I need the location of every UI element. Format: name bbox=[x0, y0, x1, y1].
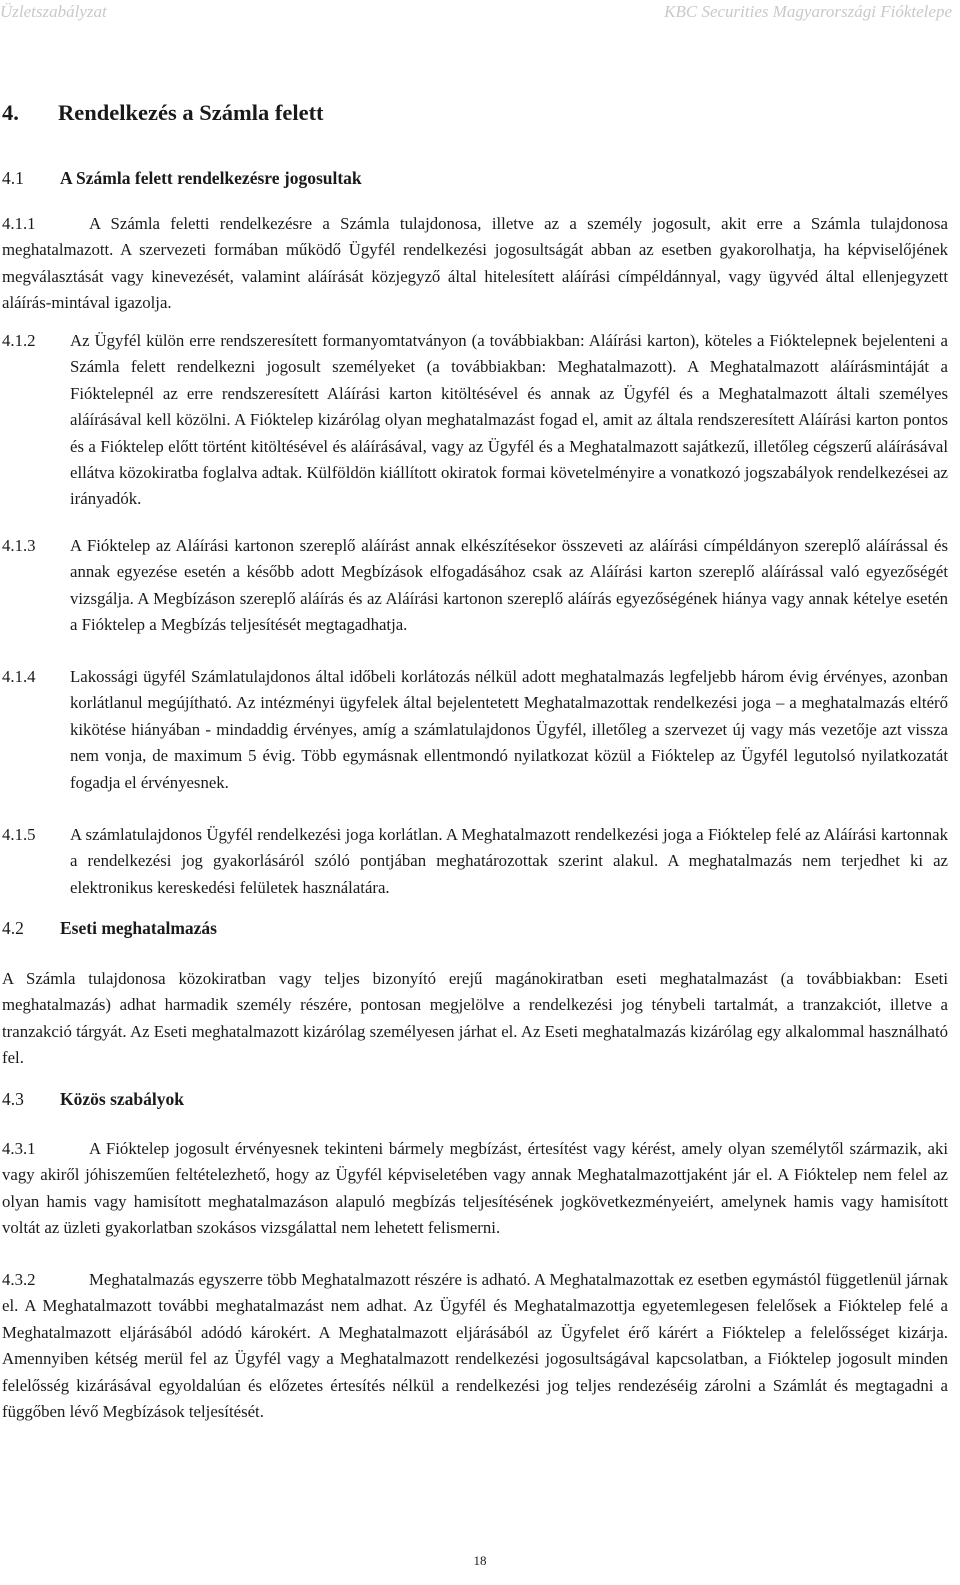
paragraph-4-1-2 bbox=[2, 328, 948, 513]
header-company-name: KBC Securities Magyarországi Fióktelepe bbox=[664, 2, 952, 21]
paragraph-number: 4.1.3 bbox=[2, 536, 36, 555]
section-title: Közös szabályok bbox=[60, 1089, 184, 1109]
paragraph-text: A Számla tulajdonosa közokiratban vagy teljes bizonyító erejű magánokiratban eseti meghatalmazást (a továbbiakban: Eseti meghatalmazás) adhat harmadik személy részére, pontosan megjelölve a rendelkezési jog ténybeli tartalmát, a tranzakciót, illetve a tranzakció tárgyát. Az Eseti meghatalmazott kizárólag személyesen járhat el. Az Eseti meghatalmazás kizárólag egy alkalommal használható fel. bbox=[2, 969, 948, 1068]
paragraph-4-1-3 bbox=[2, 533, 948, 639]
paragraph-4-1-5 bbox=[2, 822, 948, 901]
paragraph-text: A Fióktelep jogosult érvényesnek tekinteni bármely megbízást, értesítést vagy kérést, amely olyan személytől származik, aki vagy akiről jóhiszeműen feltételezhető, hogy az Ügyfél képviseletében vagy annak Meghatalmazottjaként jár el. A Fióktelep nem felel az olyan hamis vagy hamisított meghatalmazáson alapuló megbízás teljesítésének jogkövetkezményeiért, amelynek hamis vagy hamisított voltát az üzleti gyakorlatban szokásos vizsgálattal nem lehetett felismerni. bbox=[2, 1139, 948, 1238]
section-number: 4.2 bbox=[2, 918, 24, 938]
section-number: 4.3 bbox=[2, 1089, 24, 1109]
section-heading-4-2 bbox=[2, 918, 217, 939]
page-number: 18 bbox=[473, 1553, 487, 1568]
header-document-title: Üzletszabályzat bbox=[0, 2, 107, 21]
section-heading-4-3 bbox=[2, 1089, 184, 1110]
section-title: Rendelkezés a Számla felett bbox=[58, 100, 324, 125]
paragraph-number: 4.1.5 bbox=[2, 825, 36, 844]
paragraph-4-1-4 bbox=[2, 664, 948, 796]
paragraph-text: Lakossági ügyfél Számlatulajdonos által időbeli korlátozás nélkül adott meghatalmazás legfeljebb három évig érvényes, azonban korlátlanul megújítható. Az intézményi ügyfelek által bejelentetett Meghatalmazottak rendelkezési joga – a meghatalmazás eltérő kikötése hiányában - mindaddig érvényes, amíg a számlatulajdonos Ügyfél, illetőleg a szervezet új vagy más vezetője azt vissza nem vonja, de maximum 5 évig. Több egymásnak ellentmondó nyilatkozat közül a Fióktelep az Ügyfél legutolsó nyilatkozatát fogadja el érvényesnek. bbox=[70, 667, 948, 792]
paragraph-text: A Számla feletti rendelkezésre a Számla tulajdonosa, illetve az a személy jogosult, akit erre a Számla tulajdonosa meghatalmazott. A szervezeti formában működő Ügyfél rendelkezési jogosultságát abban az esetben gyakorolhatja, ha képviselőjének megválasztását vagy kinevezését, valamint aláírását közjegyző által hitelesített aláírási címpéldánnyal, vagy ügyvéd által ellenjegyzett aláírás-mintával igazolja. bbox=[2, 214, 948, 313]
paragraph-number: 4.3.1 bbox=[2, 1139, 36, 1158]
section-title: A Számla felett rendelkezésre jogosultak bbox=[60, 168, 362, 188]
paragraph-text: A számlatulajdonos Ügyfél rendelkezési joga korlátlan. A Meghatalmazott rendelkezési joga a Fióktelep felé az Aláírási kartonnak a rendelkezési jog gyakorlásáról szóló pontjában meghatározottak szerint alakul. A meghatalmazás nem terjedhet ki az elektronikus kereskedési felületek használatára. bbox=[70, 825, 948, 897]
paragraph-4-3-2 bbox=[2, 1267, 948, 1425]
section-title: Eseti meghatalmazás bbox=[60, 918, 217, 938]
paragraph-text: Az Ügyfél külön erre rendszeresített formanyomtatványon (a továbbiakban: Aláírási karton), köteles a Fióktelepnek bejelenteni a Számla felett rendelkezni jogosult személyeket (a továbbiakban: Meghatalmazott). A Meghatalmazott aláírásmintáját a Fióktelepnél az erre rendszeresített Aláírási karton kitöltésével és annak az Ügyfél és a Meghatalmazott általi személyes aláírásával kell közölni. A Fióktelep kizárólag olyan meghatalmazást fogad el, amit az általa rendszeresített Aláírási karton pontos és a Fióktelep előtt történt kitöltésével és aláírásával, vagy az Ügyfél és a Meghatalmazott sajátkezű, illetőleg cégszerű aláírásával ellátva közokiratba foglalva adtak. Külföldön kiállított okiratok formai követelményire a vonatkozó jogszabályok rendelkezései az irányadók. bbox=[70, 331, 948, 509]
paragraph-text: A Fióktelep az Aláírási kartonon szereplő aláírást annak elkészítésekor összeveti az aláírási címpéldányon szereplő aláírással és annak egyezése esetén a később adott Megbízások elfogadásához csak az Aláírási karton szereplő aláírással való egyezőségét vizsgálja. A Megbízáson szereplő aláírás és az Aláírási kartonon szereplő aláírás egyezőségének hiánya vagy annak kételye esetén a Fióktelep a Megbízás teljesítését megtagadhatja. bbox=[70, 536, 948, 635]
section-number: 4.1 bbox=[2, 168, 24, 188]
paragraph-number: 4.3.2 bbox=[2, 1270, 36, 1289]
section-heading-4 bbox=[2, 100, 324, 126]
section-number: 4. bbox=[2, 100, 19, 125]
paragraph-text: Meghatalmazás egyszerre több Meghatalmazott részére is adható. A Meghatalmazottak ez esetben egymástól függetlenül járnak el. A Meghatalmazott további meghatalmazást nem adhat. Az Ügyfél és Meghatalmazottja egyetemlegesen felelősek a Fióktelep felé a Meghatalmazott eljárásából adódó károkért. A Meghatalmazott eljárásából az Ügyfelet érő kárért a Fióktelep a felelősséget kizárja. Amennyiben kétség merül fel az Ügyfél vagy a Meghatalmazott rendelkezési jogosultságával kapcsolatban, a Fióktelep jogosult minden felelősség kizárásával egyoldalúan és előzetes értesítés nélkül a rendelkezési jog teljes rendezéséig zárolni a Számlát és megtagadni a függőben lévő Megbízások teljesítését. bbox=[2, 1270, 948, 1422]
paragraph-4-2 bbox=[2, 966, 948, 1072]
paragraph-number: 4.1.4 bbox=[2, 667, 36, 686]
paragraph-4-1-1 bbox=[2, 211, 948, 317]
paragraph-4-3-1 bbox=[2, 1136, 948, 1242]
paragraph-number: 4.1.2 bbox=[2, 331, 36, 350]
paragraph-number: 4.1.1 bbox=[2, 214, 36, 233]
section-heading-4-1 bbox=[2, 168, 362, 189]
page-header bbox=[0, 0, 960, 30]
